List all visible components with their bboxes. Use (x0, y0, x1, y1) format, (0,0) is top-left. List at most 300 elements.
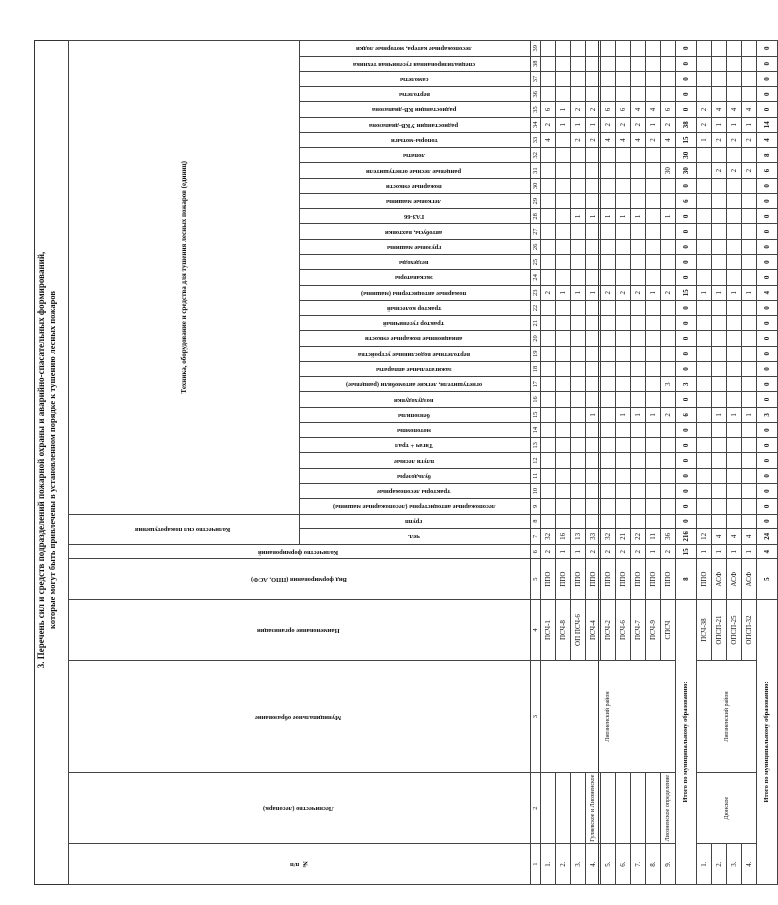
equipment-cell (631, 422, 646, 437)
header-equipment-16-text: воздуходувки (394, 396, 434, 404)
equipment-cell (571, 193, 586, 208)
row-type: АСФ (727, 559, 742, 600)
equipment-cell (631, 468, 646, 483)
equipment-cell: 2 (571, 132, 586, 147)
total-equipment-cell: 0 (757, 239, 778, 254)
equipment-cell (712, 209, 727, 224)
total-equipment-cell: 0 (676, 102, 697, 117)
row-type: ППО (571, 559, 586, 600)
column-number: 35 (531, 102, 541, 117)
column-number: 29 (531, 193, 541, 208)
row-units: 2 (631, 545, 646, 559)
equipment-cell (586, 453, 601, 468)
equipment-cell (616, 87, 631, 102)
row-groups (571, 514, 586, 528)
equipment-cell: 1 (586, 285, 601, 300)
column-number: 32 (531, 148, 541, 163)
equipment-cell (661, 499, 676, 514)
row-people: 36 (661, 528, 676, 544)
equipment-cell (631, 316, 646, 331)
equipment-cell (631, 148, 646, 163)
equipment-cell: 4 (742, 102, 757, 117)
equipment-cell (601, 193, 616, 208)
total-equipment-cell: 0 (757, 178, 778, 193)
column-number: 7 (531, 528, 541, 544)
equipment-cell (661, 331, 676, 346)
equipment-cell (712, 148, 727, 163)
equipment-cell (541, 87, 556, 102)
total-equipment-cell: 0 (757, 41, 778, 57)
equipment-cell (697, 484, 712, 499)
header-org (69, 600, 531, 661)
equipment-cell (697, 407, 712, 422)
equipment-cell (541, 178, 556, 193)
equipment-cell (586, 422, 601, 437)
equipment-cell (556, 193, 571, 208)
row-forestry (601, 773, 616, 844)
equipment-cell (541, 407, 556, 422)
equipment-cell (556, 132, 571, 147)
equipment-cell (742, 316, 757, 331)
equipment-cell (541, 484, 556, 499)
total-equipment-cell: 0 (757, 224, 778, 239)
total-equipment-cell: 0 (676, 331, 697, 346)
equipment-cell (541, 224, 556, 239)
equipment-cell (556, 56, 571, 71)
equipment-cell (646, 453, 661, 468)
equipment-cell (697, 422, 712, 437)
equipment-cell (586, 361, 601, 376)
total-equipment-cell: 6 (757, 163, 778, 178)
row-number: 6. (616, 844, 631, 885)
equipment-cell (697, 209, 712, 224)
header-equipment-12 (300, 453, 531, 468)
equipment-cell (586, 346, 601, 361)
row-type: ППО (541, 559, 556, 600)
header-people-text: чел. (408, 533, 420, 541)
equipment-cell (556, 392, 571, 407)
equipment-cell (571, 499, 586, 514)
column-number: 37 (531, 71, 541, 86)
header-equipment-23 (300, 285, 531, 300)
equipment-cell: 2 (586, 102, 601, 117)
equipment-cell (631, 377, 646, 392)
equipment-cell (571, 361, 586, 376)
equipment-cell (712, 484, 727, 499)
equipment-cell (541, 163, 556, 178)
equipment-cell (541, 300, 556, 315)
equipment-cell: 2 (742, 132, 757, 147)
total-equipment-cell: 0 (757, 438, 778, 453)
equipment-cell (661, 468, 676, 483)
equipment-cell (541, 346, 556, 361)
equipment-cell (661, 193, 676, 208)
total-equipment-cell: 0 (676, 71, 697, 86)
equipment-cell (556, 41, 571, 57)
equipment-cell (646, 422, 661, 437)
equipment-cell: 1 (697, 285, 712, 300)
row-people: 33 (586, 528, 601, 544)
row-groups (541, 514, 556, 528)
equipment-cell: 2 (586, 132, 601, 147)
total-equipment-cell: 0 (757, 270, 778, 285)
column-number: 31 (531, 163, 541, 178)
equipment-cell (661, 270, 676, 285)
equipment-cell: 2 (712, 163, 727, 178)
equipment-cell (742, 209, 757, 224)
equipment-cell (712, 193, 727, 208)
equipment-cell: 6 (616, 102, 631, 117)
equipment-cell: 2 (697, 102, 712, 117)
equipment-cell (556, 239, 571, 254)
header-equipment-38 (300, 56, 531, 71)
equipment-cell (697, 346, 712, 361)
equipment-cell: 2 (712, 132, 727, 147)
row-groups (742, 514, 757, 528)
equipment-cell (727, 56, 742, 71)
header-equipment-31-text: ранцевые лесные огнетушители (366, 167, 462, 175)
equipment-cell (661, 178, 676, 193)
row-groups (697, 514, 712, 528)
column-number: 16 (531, 392, 541, 407)
equipment-cell (586, 392, 601, 407)
equipment-cell (742, 438, 757, 453)
header-equipment-35-text: радиостанции КВ-диапазона (371, 106, 457, 114)
equipment-cell (712, 178, 727, 193)
equipment-cell (697, 163, 712, 178)
equipment-cell (697, 148, 712, 163)
equipment-cell (616, 148, 631, 163)
total-row (676, 41, 697, 885)
equipment-cell (697, 438, 712, 453)
equipment-cell (646, 56, 661, 71)
row-people: 32 (541, 528, 556, 544)
header-equipment-15 (300, 407, 531, 422)
equipment-cell (661, 56, 676, 71)
equipment-cell (712, 331, 727, 346)
equipment-cell (541, 148, 556, 163)
equipment-cell (646, 300, 661, 315)
equipment-cell (616, 71, 631, 86)
row-forestry (631, 773, 646, 844)
equipment-cell (631, 239, 646, 254)
equipment-cell (646, 270, 661, 285)
equipment-cell (586, 87, 601, 102)
equipment-cell (712, 361, 727, 376)
equipment-cell (631, 193, 646, 208)
equipment-cell (661, 71, 676, 86)
equipment-cell (712, 300, 727, 315)
total-equipment-cell: 0 (757, 193, 778, 208)
equipment-cell (571, 87, 586, 102)
equipment-cell (601, 270, 616, 285)
column-number: 28 (531, 209, 541, 224)
equipment-cell (601, 224, 616, 239)
row-org: ПСЧ-2 (601, 600, 616, 661)
equipment-cell (586, 270, 601, 285)
equipment-cell (616, 453, 631, 468)
row-units: 1 (556, 545, 571, 559)
row-people: 13 (571, 528, 586, 544)
total-equipment-cell: 0 (676, 255, 697, 270)
equipment-cell: 4 (631, 132, 646, 147)
equipment-cell (727, 377, 742, 392)
equipment-cell: 1 (697, 132, 712, 147)
equipment-cell (616, 422, 631, 437)
equipment-cell: 1 (586, 117, 601, 132)
header-equipment-37-text: самолеты (399, 75, 429, 83)
equipment-cell (631, 87, 646, 102)
equipment-cell (712, 56, 727, 71)
header-equipment-34 (300, 117, 531, 132)
equipment-cell (646, 178, 661, 193)
header-count-units (69, 545, 531, 559)
row-org: ОПСП-32 (742, 600, 757, 661)
equipment-cell (586, 377, 601, 392)
header-equipment-22-text: трактор колесный (386, 304, 442, 312)
equipment-cell (697, 87, 712, 102)
equipment-cell (697, 56, 712, 71)
equipment-cell (661, 392, 676, 407)
row-number: 9. (661, 844, 676, 885)
equipment-cell (646, 499, 661, 514)
equipment-cell (697, 316, 712, 331)
row-groups (616, 514, 631, 528)
equipment-cell: 2 (541, 117, 556, 132)
column-number: 27 (531, 224, 541, 239)
row-number: 2. (712, 844, 727, 885)
equipment-cell (742, 239, 757, 254)
row-number: 4. (742, 844, 757, 885)
equipment-cell (601, 255, 616, 270)
row-number: 3. (727, 844, 742, 885)
equipment-cell (556, 71, 571, 86)
row-forestry (616, 773, 631, 844)
equipment-cell (586, 255, 601, 270)
equipment-cell (601, 453, 616, 468)
equipment-cell (586, 56, 601, 71)
equipment-cell (742, 346, 757, 361)
column-number: 5 (531, 559, 541, 600)
equipment-cell: 1 (601, 209, 616, 224)
document-page (0, 35, 771, 905)
equipment-cell (631, 331, 646, 346)
equipment-cell: 1 (646, 117, 661, 132)
equipment-cell (742, 499, 757, 514)
equipment-cell (727, 316, 742, 331)
equipment-cell (712, 224, 727, 239)
row-groups (712, 514, 727, 528)
equipment-cell (556, 209, 571, 224)
column-number: 19 (531, 346, 541, 361)
row-number: 8. (646, 844, 661, 885)
total-equipment-cell: 0 (676, 87, 697, 102)
header-equipment-20 (300, 331, 531, 346)
row-type: ППО (697, 559, 712, 600)
equipment-cell (727, 41, 742, 57)
equipment-cell (697, 499, 712, 514)
total-type: 5 (757, 559, 778, 600)
row-number: 7. (631, 844, 646, 885)
equipment-cell (697, 300, 712, 315)
header-equipment-16 (300, 392, 531, 407)
equipment-cell (601, 300, 616, 315)
row-org: ПСЧ-8 (556, 600, 571, 661)
equipment-cell (727, 255, 742, 270)
column-number: 12 (531, 453, 541, 468)
equipment-cell (646, 41, 661, 57)
equipment-cell (586, 438, 601, 453)
equipment-cell (697, 453, 712, 468)
column-number: 17 (531, 377, 541, 392)
equipment-cell (571, 148, 586, 163)
equipment-cell (712, 71, 727, 86)
equipment-cell (541, 41, 556, 57)
total-label: Итого по муниципальному образованию: (757, 600, 778, 885)
equipment-cell (631, 392, 646, 407)
header-equipment-18-text: зажигательные аппараты (376, 366, 452, 374)
column-number: 4 (531, 600, 541, 661)
header-equipment-26-text: грузовые машины (386, 243, 442, 251)
header-equipment-25-text: вездеходы (399, 259, 429, 267)
total-groups: 0 (676, 514, 697, 528)
equipment-cell (661, 484, 676, 499)
equipment-cell (586, 239, 601, 254)
header-equipment-32 (300, 148, 531, 163)
equipment-cell (712, 270, 727, 285)
equipment-cell (556, 300, 571, 315)
header-equipment-10 (300, 484, 531, 499)
total-equipment-cell: 0 (676, 468, 697, 483)
row-forestry: Дюнское (697, 773, 757, 844)
equipment-cell (601, 468, 616, 483)
equipment-cell (571, 453, 586, 468)
equipment-cell: 1 (616, 407, 631, 422)
equipment-cell (712, 453, 727, 468)
equipment-cell (646, 484, 661, 499)
header-count-units-text: Количество формирований (258, 548, 339, 556)
header-equipment-9 (300, 499, 531, 514)
header-personnel-text: Количество сил пожаротушения (135, 526, 231, 534)
equipment-cell (646, 438, 661, 453)
title-line-1: 3. Перечень сил и средств подразделений пожарной охраны и аварийно-спасательных формирований, (36, 251, 46, 669)
equipment-cell: 3 (661, 377, 676, 392)
header-equipment-17 (300, 377, 531, 392)
total-equipment-cell: 0 (676, 438, 697, 453)
equipment-cell (727, 484, 742, 499)
equipment-cell (712, 377, 727, 392)
equipment-cell (646, 255, 661, 270)
equipment-cell (571, 484, 586, 499)
equipment-cell (697, 71, 712, 86)
header-equipment-36 (300, 87, 531, 102)
column-number: 36 (531, 87, 541, 102)
equipment-cell (631, 178, 646, 193)
equipment-cell (727, 87, 742, 102)
row-groups (631, 514, 646, 528)
equipment-cell (571, 41, 586, 57)
equipment-cell (601, 331, 616, 346)
equipment-cell (541, 193, 556, 208)
equipment-cell (556, 468, 571, 483)
total-equipment-cell: 0 (757, 331, 778, 346)
total-equipment-cell: 0 (676, 41, 697, 57)
total-equipment-cell: 30 (676, 163, 697, 178)
header-equipment-20-text: авиационные пожарные емкости (365, 335, 463, 343)
header-equipment-9-text: лесопожарные автоцистерны (лесопожарные машины) (332, 503, 496, 511)
equipment-cell (541, 468, 556, 483)
equipment-cell: 1 (631, 407, 646, 422)
equipment-cell (661, 316, 676, 331)
equipment-cell: 2 (661, 285, 676, 300)
header-equipment-34-text: радиостанции УКВ-диапазона (369, 121, 459, 129)
column-number: 13 (531, 438, 541, 453)
equipment-cell (742, 224, 757, 239)
total-equipment-cell: 0 (757, 392, 778, 407)
total-equipment-cell: 0 (676, 499, 697, 514)
equipment-cell (571, 392, 586, 407)
equipment-cell (616, 41, 631, 57)
equipment-cell: 4 (646, 102, 661, 117)
equipment-cell (556, 163, 571, 178)
equipment-cell (712, 255, 727, 270)
total-equipment-cell: 0 (757, 209, 778, 224)
total-label: Итого по муниципальному образованию: (676, 600, 697, 885)
equipment-cell (571, 331, 586, 346)
equipment-cell (571, 163, 586, 178)
equipment-cell (631, 438, 646, 453)
total-equipment-cell: 0 (757, 346, 778, 361)
equipment-cell (727, 148, 742, 163)
header-org-text: Наименование организации (257, 627, 340, 635)
equipment-cell (616, 392, 631, 407)
equipment-cell (697, 239, 712, 254)
equipment-cell (556, 270, 571, 285)
equipment-cell (541, 499, 556, 514)
equipment-cell (586, 331, 601, 346)
header-equipment-12-text: плуги лесные (393, 457, 435, 465)
equipment-cell (601, 484, 616, 499)
row-org: ПСЧ-1 (541, 600, 556, 661)
equipment-cell: 1 (742, 285, 757, 300)
equipment-cell (661, 239, 676, 254)
equipment-cell (727, 331, 742, 346)
equipment-cell (646, 377, 661, 392)
equipment-cell (727, 422, 742, 437)
equipment-cell (646, 346, 661, 361)
total-equipment-cell: 0 (757, 422, 778, 437)
row-number: 1. (541, 844, 556, 885)
row-type: ППО (631, 559, 646, 600)
equipment-cell (712, 438, 727, 453)
header-groups (300, 514, 531, 528)
equipment-cell (697, 392, 712, 407)
equipment-cell (742, 270, 757, 285)
equipment-cell (601, 422, 616, 437)
equipment-cell: 4 (661, 132, 676, 147)
row-people: 11 (646, 528, 661, 544)
total-equipment-cell: 0 (757, 453, 778, 468)
equipment-cell (712, 316, 727, 331)
equipment-cell (661, 148, 676, 163)
column-number: 39 (531, 41, 541, 57)
equipment-cell (646, 239, 661, 254)
equipment-cell (556, 361, 571, 376)
column-number: 9 (531, 499, 541, 514)
row-number: 3. (571, 844, 586, 885)
column-number: 8 (531, 514, 541, 528)
equipment-cell (601, 361, 616, 376)
